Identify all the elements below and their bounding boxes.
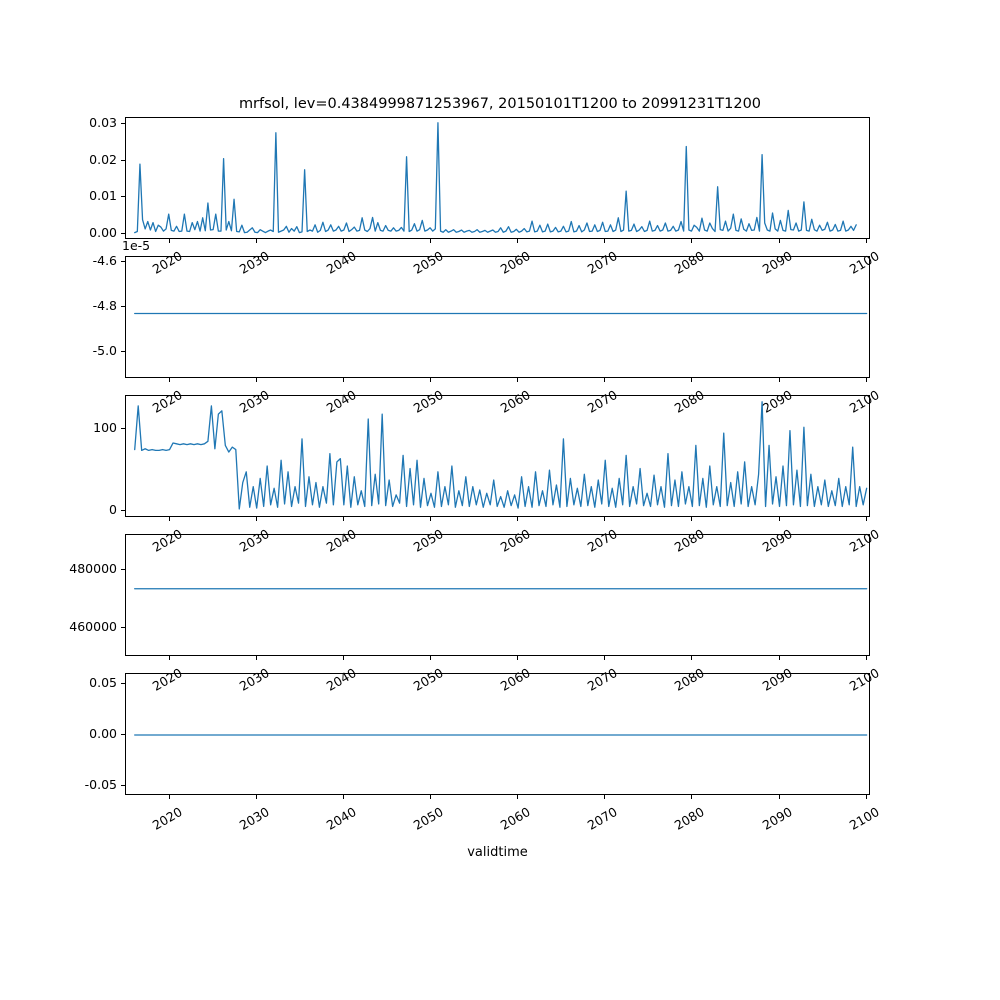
x-tickmark bbox=[430, 517, 431, 521]
x-tickmark bbox=[430, 239, 431, 243]
x-tick-label: 2020 bbox=[149, 248, 185, 277]
axes-numnan bbox=[125, 673, 870, 795]
x-tick-label: 2090 bbox=[759, 526, 795, 555]
x-tickmark bbox=[604, 378, 605, 382]
x-tick-label: 2100 bbox=[846, 804, 882, 833]
y-tick-label: -0.05 bbox=[84, 776, 117, 792]
x-tick-label: 2060 bbox=[497, 248, 533, 277]
x-tick-label: 2070 bbox=[584, 804, 620, 833]
data-line-numnan bbox=[126, 674, 871, 796]
x-tick-label: 2050 bbox=[410, 804, 446, 833]
x-tickmark bbox=[517, 795, 518, 799]
x-tickmark bbox=[343, 378, 344, 382]
x-tick-label: 2070 bbox=[584, 665, 620, 694]
axes-fieldmin bbox=[125, 256, 870, 378]
x-tickmark bbox=[517, 517, 518, 521]
x-tick-label: 2090 bbox=[759, 665, 795, 694]
x-tick-label: 2100 bbox=[846, 526, 882, 555]
x-tick-label: 2060 bbox=[497, 387, 533, 416]
data-line-fieldmin bbox=[126, 257, 871, 379]
x-tickmark bbox=[517, 656, 518, 660]
x-tick-label: 2100 bbox=[846, 387, 882, 416]
x-tick-label: 2090 bbox=[759, 804, 795, 833]
y-tickmark bbox=[121, 123, 125, 124]
x-tick-label: 2090 bbox=[759, 248, 795, 277]
y-tick-label: 0.00 bbox=[89, 726, 117, 741]
y-tickmark bbox=[121, 569, 125, 570]
y-tickmark bbox=[121, 160, 125, 161]
x-tickmark bbox=[256, 239, 257, 243]
x-tickmark bbox=[169, 517, 170, 521]
x-tickmark bbox=[779, 378, 780, 382]
x-tickmark bbox=[430, 656, 431, 660]
x-tick-label: 2050 bbox=[410, 526, 446, 555]
y-tickmark bbox=[121, 351, 125, 352]
y-tick-label: 100 bbox=[93, 419, 117, 435]
x-tickmark bbox=[430, 795, 431, 799]
y-tickmark bbox=[121, 233, 125, 234]
x-tick-label: 2050 bbox=[410, 248, 446, 277]
x-tick-label: 2040 bbox=[323, 248, 359, 277]
y-tick-label: -4.8 bbox=[92, 297, 117, 313]
y-tick-label: -4.6 bbox=[92, 252, 117, 268]
x-tickmark bbox=[256, 656, 257, 660]
x-tickmark bbox=[691, 239, 692, 243]
x-tickmark bbox=[343, 656, 344, 660]
x-tickmark bbox=[779, 656, 780, 660]
x-tickmark bbox=[691, 656, 692, 660]
data-line-nummasked bbox=[126, 535, 871, 657]
x-tickmark bbox=[779, 795, 780, 799]
x-tick-label: 2060 bbox=[497, 665, 533, 694]
x-tick-label: 2080 bbox=[672, 526, 708, 555]
x-tick-label: 2020 bbox=[149, 665, 185, 694]
x-tick-label: 2100 bbox=[846, 248, 882, 277]
x-tickmark bbox=[169, 239, 170, 243]
x-tick-label: 2040 bbox=[323, 665, 359, 694]
x-tick-label: 2020 bbox=[149, 526, 185, 555]
x-tickmark bbox=[866, 378, 867, 382]
x-tick-label: 2030 bbox=[236, 804, 272, 833]
y-tick-label: 0.05 bbox=[89, 675, 117, 691]
y-tick-label: 0.00 bbox=[89, 225, 117, 241]
x-tick-label: 2050 bbox=[410, 387, 446, 416]
x-tickmark bbox=[343, 517, 344, 521]
x-tick-label: 2020 bbox=[149, 804, 185, 833]
x-tick-label: 2070 bbox=[584, 248, 620, 277]
x-tickmark bbox=[517, 378, 518, 382]
y-tick-label: -5.0 bbox=[92, 342, 117, 358]
y-tick-label: 480000 bbox=[69, 560, 117, 576]
x-tickmark bbox=[169, 378, 170, 382]
x-tick-label: 2070 bbox=[584, 526, 620, 555]
figure-title: mrfsol, lev=0.4384999871253967, 20150101T1200 to 20991231T1200 bbox=[238, 96, 762, 112]
x-tick-label: 2090 bbox=[759, 387, 795, 416]
y-axis-offset-text: 1e-5 bbox=[122, 238, 151, 253]
x-tickmark bbox=[256, 378, 257, 382]
x-tick-label: 2020 bbox=[149, 387, 185, 416]
x-tick-label: 2050 bbox=[410, 665, 446, 694]
x-tickmark bbox=[779, 239, 780, 243]
x-tick-label: 2030 bbox=[236, 248, 272, 277]
x-tick-label: 2080 bbox=[672, 387, 708, 416]
y-tickmark bbox=[121, 196, 125, 197]
y-tickmark bbox=[121, 510, 125, 511]
x-tickmark bbox=[169, 656, 170, 660]
axes-fieldmax bbox=[125, 395, 870, 517]
x-tickmark bbox=[866, 656, 867, 660]
x-tickmark bbox=[604, 239, 605, 243]
x-tick-label: 2060 bbox=[497, 804, 533, 833]
data-line-fieldmean bbox=[126, 118, 871, 240]
x-tickmark bbox=[866, 239, 867, 243]
x-tickmark bbox=[866, 517, 867, 521]
y-tick-label: 0 bbox=[109, 502, 117, 518]
x-tickmark bbox=[779, 517, 780, 521]
y-tickmark bbox=[121, 785, 125, 786]
y-tick-label: 460000 bbox=[69, 618, 117, 634]
x-tick-label: 2100 bbox=[846, 665, 882, 694]
x-tick-label: 2030 bbox=[236, 387, 272, 416]
data-line-fieldmax bbox=[126, 396, 871, 518]
x-tickmark bbox=[604, 795, 605, 799]
x-tickmark bbox=[343, 795, 344, 799]
axes-fieldmean bbox=[125, 117, 870, 239]
x-tick-label: 2060 bbox=[497, 526, 533, 555]
y-tickmark bbox=[121, 734, 125, 735]
x-tick-label: 2030 bbox=[236, 526, 272, 555]
x-tickmark bbox=[866, 795, 867, 799]
y-tickmark bbox=[121, 627, 125, 628]
x-tickmark bbox=[691, 795, 692, 799]
y-tick-label: 0.03 bbox=[89, 114, 117, 130]
x-tick-label: 2080 bbox=[672, 804, 708, 833]
x-tick-label: 2080 bbox=[672, 665, 708, 694]
y-tickmark bbox=[121, 428, 125, 429]
x-tick-label: 2040 bbox=[323, 526, 359, 555]
y-tickmark bbox=[121, 683, 125, 684]
x-tick-label: 2080 bbox=[672, 248, 708, 277]
x-tick-label: 2070 bbox=[584, 387, 620, 416]
x-tick-label: 2040 bbox=[323, 387, 359, 416]
x-tick-label: 2030 bbox=[236, 665, 272, 694]
x-tickmark bbox=[430, 378, 431, 382]
x-tickmark bbox=[691, 378, 692, 382]
axes-nummasked bbox=[125, 534, 870, 656]
x-tickmark bbox=[604, 656, 605, 660]
y-tick-label: 0.02 bbox=[89, 151, 117, 167]
x-tickmark bbox=[517, 239, 518, 243]
x-tickmark bbox=[256, 795, 257, 799]
y-tick-label: 0.01 bbox=[89, 188, 117, 204]
x-axis-label: validtime bbox=[467, 845, 528, 860]
y-tickmark bbox=[121, 261, 125, 262]
x-tickmark bbox=[691, 517, 692, 521]
x-tick-label: 2040 bbox=[323, 804, 359, 833]
x-tickmark bbox=[604, 517, 605, 521]
y-tickmark bbox=[121, 306, 125, 307]
x-tickmark bbox=[343, 239, 344, 243]
x-tickmark bbox=[169, 795, 170, 799]
x-tickmark bbox=[256, 517, 257, 521]
